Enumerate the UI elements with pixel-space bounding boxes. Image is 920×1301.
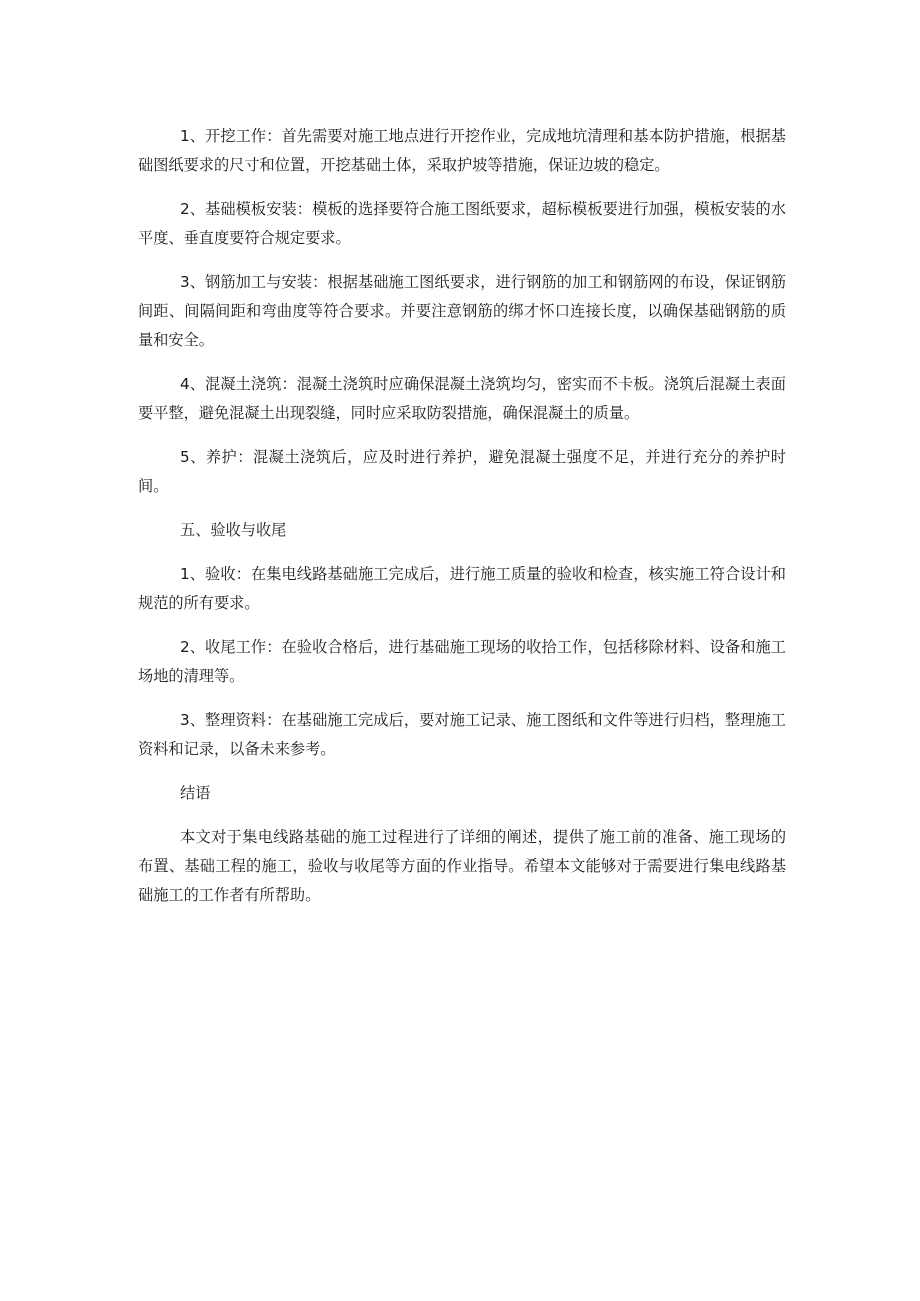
section-heading-conclusion: 结语	[180, 784, 211, 802]
paragraph-excavation: 1、开挖工作：首先需要对施工地点进行开挖作业，完成地坑清理和基本防护措施，根据基础图纸要求的尺寸和位置，开挖基础土体，采取护坡等措施，保证边坡的稳定。	[138, 127, 786, 174]
paragraph-curing: 5、养护：混凝土浇筑后，应及时进行养护，避免混凝土强度不足，并进行充分的养护时间。	[138, 448, 786, 495]
section-heading-acceptance: 五、验收与收尾	[180, 521, 287, 539]
paragraph-finishing-work: 2、收尾工作：在验收合格后，进行基础施工现场的收拾工作，包括移除材料、设备和施工场地的清理等。	[138, 638, 786, 685]
paragraph-documentation: 3、整理资料：在基础施工完成后，要对施工记录、施工图纸和文件等进行归档，整理施工资料和记录，以备未来参考。	[138, 711, 786, 758]
paragraph-concrete-pouring: 4、混凝土浇筑：混凝土浇筑时应确保混凝土浇筑均匀，密实而不卡板。浇筑后混凝土表面要平整，避免混凝土出现裂缝，同时应采取防裂措施，确保混凝土的质量。	[138, 375, 786, 422]
paragraph-acceptance: 1、验收：在集电线路基础施工完成后，进行施工质量的验收和检查，核实施工符合设计和规范的所有要求。	[138, 565, 786, 612]
document-page	[138, 122, 786, 925]
paragraph-formwork: 2、基础模板安装：模板的选择要符合施工图纸要求，超标模板要进行加强，模板安装的水平度、垂直度要符合规定要求。	[138, 200, 786, 247]
paragraph-conclusion: 本文对于集电线路基础的施工过程进行了详细的阐述，提供了施工前的准备、施工现场的布置、基础工程的施工，验收与收尾等方面的作业指导。希望本文能够对于需要进行集电线路基础施工的工作者有所帮助。	[138, 828, 786, 904]
paragraph-rebar: 3、钢筋加工与安装：根据基础施工图纸要求，进行钢筋的加工和钢筋网的布设，保证钢筋间距、间隔间距和弯曲度等符合要求。并要注意钢筋的绑才怀口连接长度，以确保基础钢筋的质量和安全。	[138, 273, 786, 349]
